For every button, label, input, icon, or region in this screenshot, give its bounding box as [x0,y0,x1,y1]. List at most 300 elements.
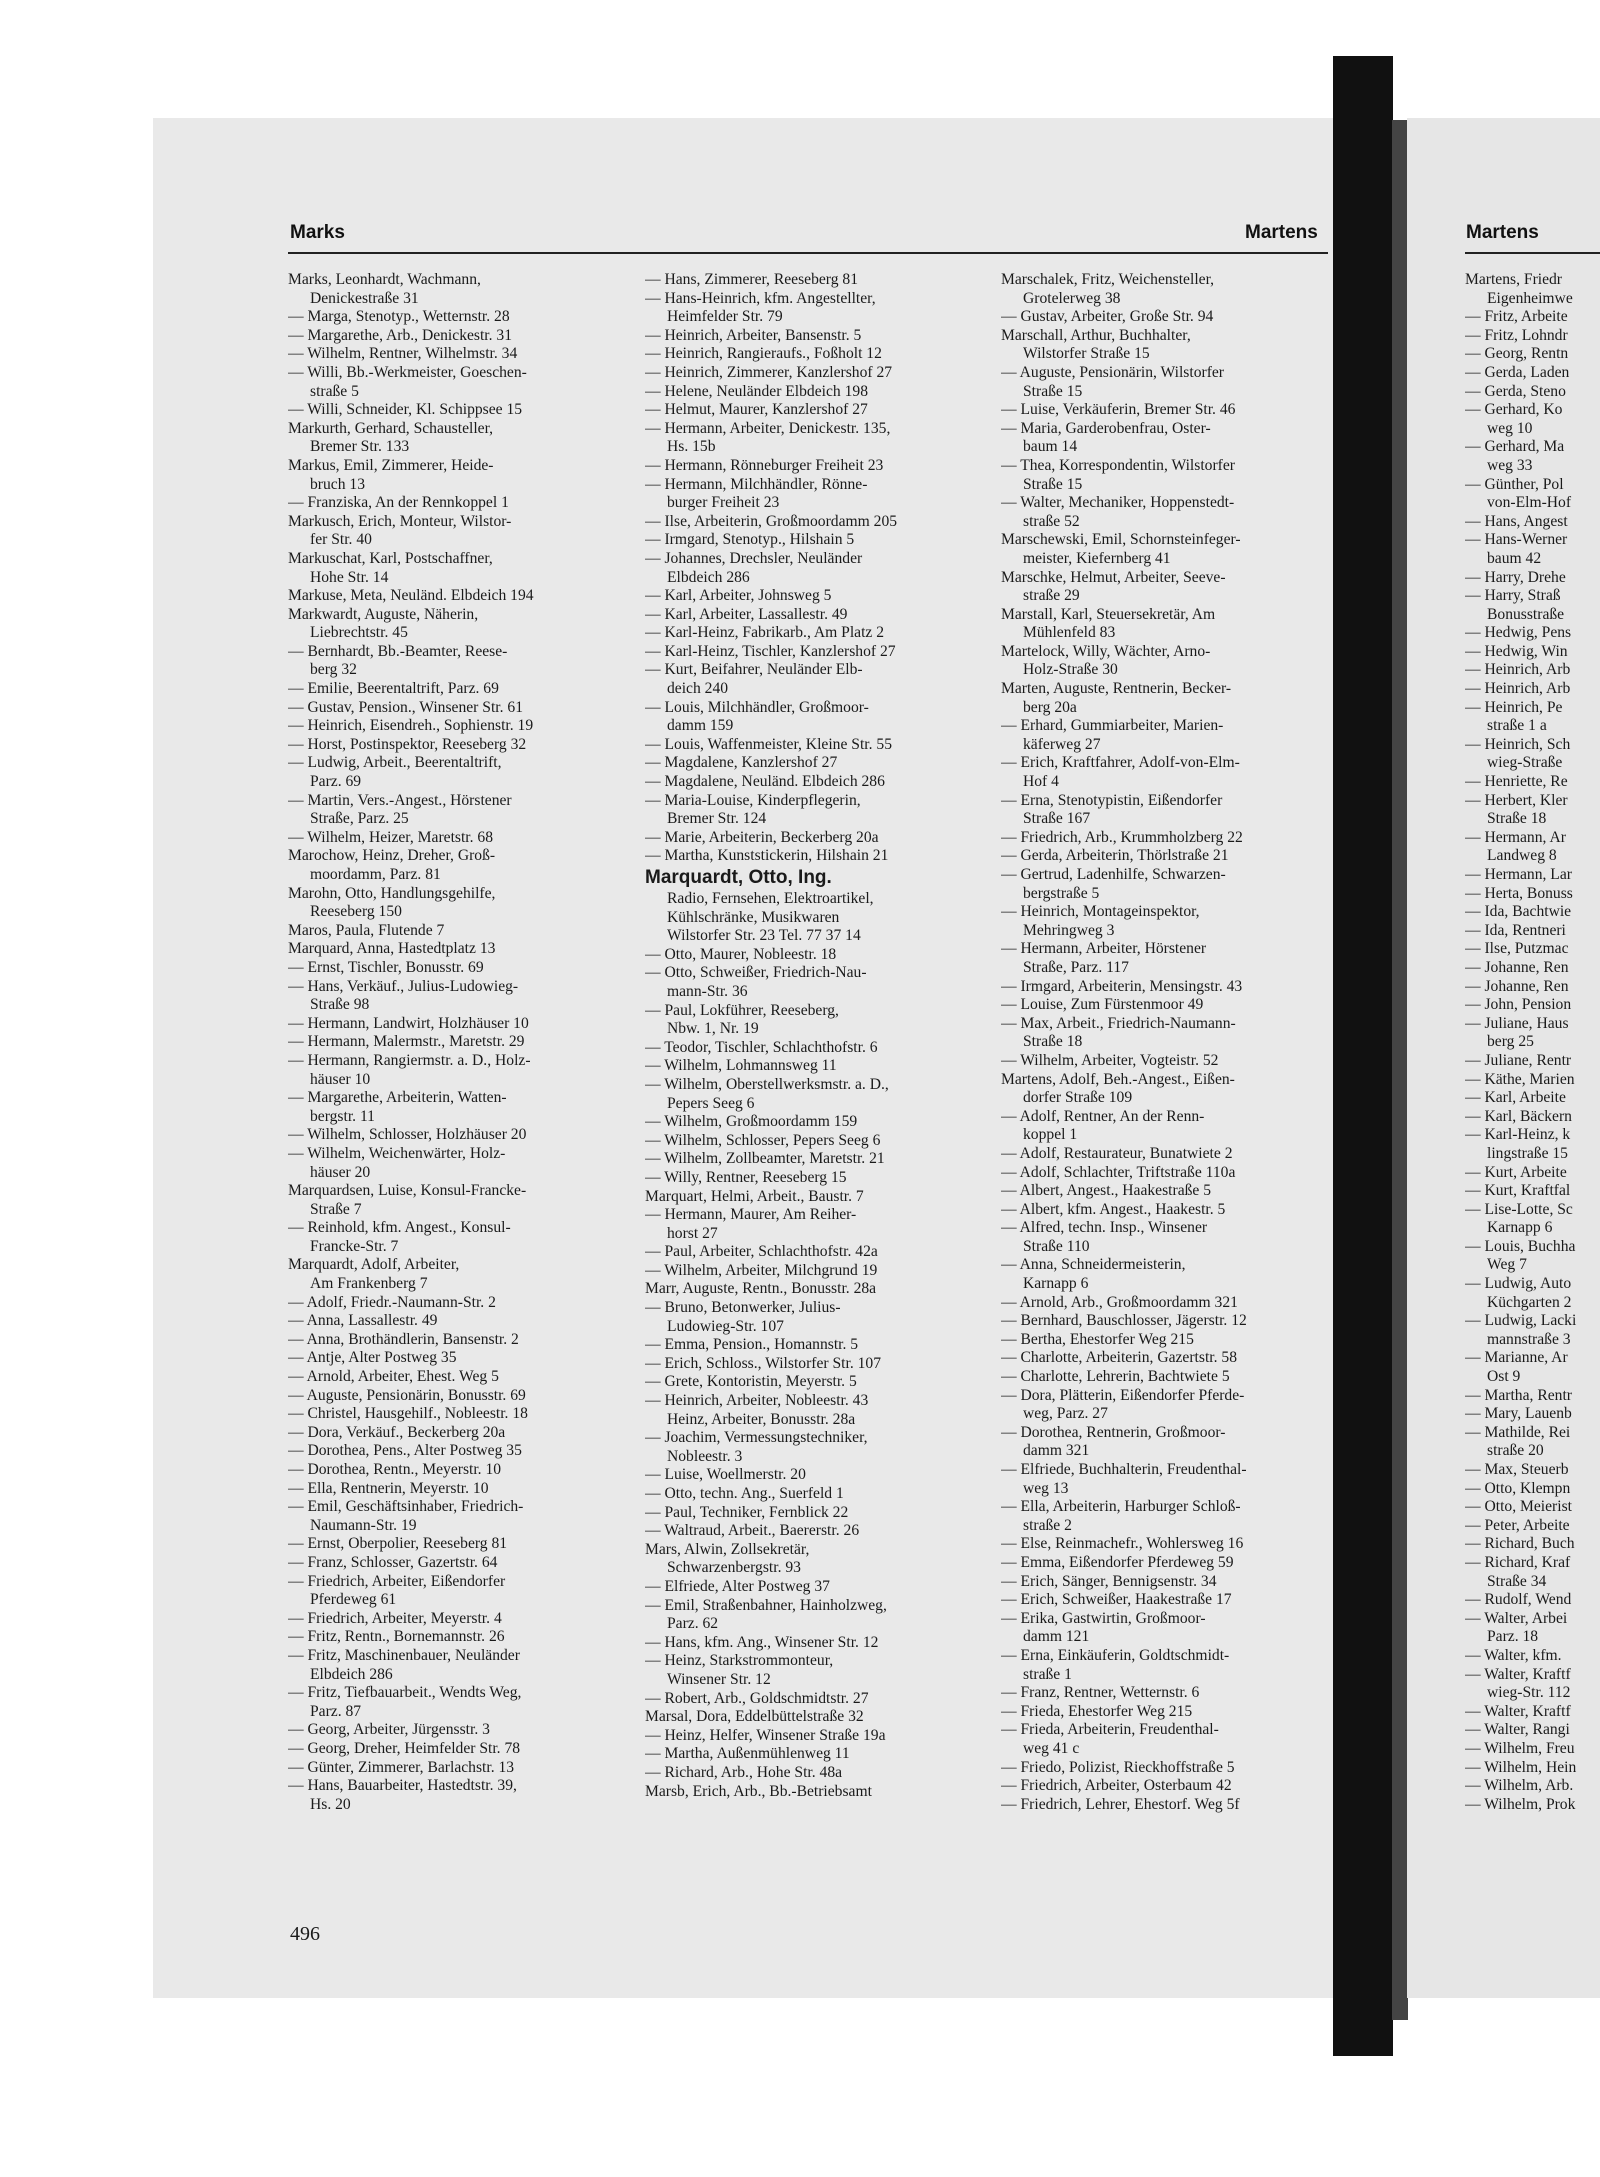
directory-entry: — Harry, Straß [1465,587,1561,605]
directory-entry: — Dora, Verkäuf., Beckerberg 20a [288,1423,506,1441]
directory-entry: Maros, Paula, Flutende 7 [288,921,445,939]
directory-entry: — Louis, Milchhändler, Großmoor- [645,698,869,716]
directory-entry: — Kurt, Kraftfal [1465,1182,1571,1200]
directory-entry-continuation: Straße 18 [1023,1033,1083,1051]
directory-entry-continuation: Straße 34 [1487,1572,1547,1590]
directory-entry: — Hans, kfm. Ang., Winsener Str. 12 [645,1633,879,1651]
directory-entry: — Käthe, Marien [1465,1070,1575,1088]
directory-entry: — Elfriede, Buchhalterin, Freudenthal- [1001,1461,1247,1478]
directory-entry-continuation: Straße 167 [1023,810,1091,828]
directory-entry: — Wilhelm, Arbeiter, Vogteistr. 52 [1001,1051,1219,1069]
directory-entry-continuation: horst 27 [667,1224,718,1242]
directory-entry-continuation: Liebrechtstr. 45 [310,624,408,642]
directory-entry: — Reinhold, kfm. Angest., Konsul- [288,1219,511,1237]
directory-entry: — Christel, Hausgehilf., Nobleestr. 18 [288,1405,528,1423]
directory-entry: — Else, Reinmachefr., Wohlersweg 16 [1001,1535,1244,1553]
directory-entry-continuation: koppel 1 [1023,1126,1078,1144]
directory-entry: — Martha, Rentr [1465,1386,1572,1404]
directory-entry: — Charlotte, Lehrerin, Bachtwiete 5 [1001,1368,1230,1386]
directory-entry: Marstall, Karl, Steuersekretär, Am [1001,605,1216,623]
directory-entry: — Emma, Pension., Homannstr. 5 [645,1336,859,1354]
directory-entry: — Adolf, Schlachter, Triftstraße 110a [1001,1163,1236,1181]
directory-entry: — Wilhelm, Prok [1465,1795,1576,1813]
directory-entry: — Hermann, Lar [1465,866,1572,883]
directory-entry-continuation: weg, Parz. 27 [1023,1405,1108,1423]
directory-entry: Marschewski, Emil, Schornsteinfeger- [1001,531,1241,549]
directory-entry: — Erich, Sänger, Bennigsenstr. 34 [1001,1572,1217,1590]
directory-entry: — Albert, kfm. Angest., Haakestr. 5 [1001,1200,1226,1218]
directory-entry: — Heinrich, Pe [1465,698,1563,716]
directory-entry-continuation: käferweg 27 [1023,735,1101,753]
directory-entry-continuation: Karnapp 6 [1487,1219,1553,1237]
directory-entry: — Friedo, Polizist, Rieckhoffstraße 5 [1001,1758,1235,1776]
directory-entry-continuation: baum 14 [1023,438,1078,456]
directory-entry-continuation: damm 121 [1023,1628,1090,1646]
directory-entry-continuation: Küchgarten 2 [1487,1293,1572,1311]
directory-entry-continuation: Francke-Str. 7 [310,1237,399,1255]
directory-entry-continuation: Parz. 87 [310,1702,362,1720]
directory-entry: — Ludwig, Lacki [1465,1312,1577,1330]
directory-entry: — Bernhardt, Bb.-Beamter, Reese- [288,642,508,660]
directory-entry: — Günther, Pol [1465,475,1564,493]
directory-entry: — Erna, Einkäuferin, Goldtschmidt- [1001,1646,1230,1664]
directory-entry: — Gustav, Pension., Winsener Str. 61 [288,698,524,716]
directory-entry: Marschalek, Fritz, Weichensteller, [1001,271,1215,288]
book-binding [1333,56,1393,2056]
directory-entry: — Friedrich, Arbeiter, Osterbaum 42 [1001,1777,1232,1795]
directory-entry-continuation: Straße 18 [1487,810,1547,828]
directory-entry-continuation: häuser 20 [310,1163,371,1181]
directory-entry: — Walter, kfm. [1465,1646,1562,1664]
directory-entry: — Hermann, Maurer, Am Reiher- [645,1206,857,1224]
directory-entry-continuation: Kühlschränke, Musikwaren [667,908,840,926]
directory-entry: — Hans, Angest [1465,512,1568,530]
directory-entry: — Wilhelm, Arbeiter, Milchgrund 19 [645,1261,878,1279]
directory-entry: — Margarethe, Arbeiterin, Watten- [288,1089,507,1107]
directory-entry: — Hermann, Rangiermstr. a. D., Holz- [288,1051,531,1069]
directory-entry: — Gerda, Laden [1465,363,1570,381]
directory-entry: — Johanne, Ren [1465,977,1569,995]
directory-entry: — Dorothea, Pens., Alter Postweg 35 [288,1442,522,1460]
directory-entry: — Arnold, Arbeiter, Ehest. Weg 5 [288,1368,499,1386]
directory-entry: — Fritz, Rentn., Bornemannstr. 26 [288,1628,505,1646]
directory-entry: Marks, Leonhardt, Wachmann, [288,271,481,288]
directory-entry-continuation: Radio, Fernsehen, Elektroartikel, [667,890,874,907]
directory-entry: — Helmut, Maurer, Kanzlershof 27 [645,401,868,419]
directory-entry: — Auguste, Pensionärin, Wilstorfer [1001,363,1225,381]
directory-entry: Marohn, Otto, Handlungsgehilfe, [288,884,496,902]
directory-entry-continuation: Pferdeweg 61 [310,1591,397,1609]
directory-entry: — Frieda, Ehestorfer Weg 215 [1001,1702,1193,1720]
directory-entry: — Irmgard, Arbeiterin, Mensingstr. 43 [1001,977,1243,995]
directory-entry-continuation: Parz. 69 [310,773,362,791]
directory-entry: — Paul, Techniker, Fernblick 22 [645,1503,849,1521]
directory-entry: — Elfriede, Alter Postweg 37 [645,1577,830,1595]
book-gutter [1392,120,1408,2020]
directory-entry: — Grete, Kontoristin, Meyerstr. 5 [645,1373,857,1391]
directory-entry: — Georg, Rentn [1465,345,1569,363]
header-rule [288,252,1328,254]
directory-entry-continuation: Hs. 15b [667,438,716,456]
directory-entry-continuation: straße 52 [1023,512,1080,530]
directory-entry: — Kurt, Arbeite [1465,1163,1567,1181]
directory-entry: Markuse, Meta, Neuländ. Elbdeich 194 [288,587,534,605]
directory-entry: — Georg, Dreher, Heimfelder Str. 78 [288,1739,521,1757]
directory-entry: — Rudolf, Wend [1465,1591,1572,1609]
directory-entry: — Ernst, Tischler, Bonusstr. 69 [288,958,484,976]
directory-entry-continuation: Parz. 62 [667,1615,719,1633]
directory-entry: — Auguste, Pensionärin, Bonusstr. 69 [288,1386,526,1404]
directory-entry-continuation: straße 29 [1023,587,1080,605]
directory-entry: — Fritz, Maschinenbauer, Neuländer [288,1646,520,1664]
directory-entry: — Anna, Brothändlerin, Bansenstr. 2 [288,1330,519,1348]
directory-entry: — Albert, Angest., Haakestraße 5 [1001,1182,1212,1200]
directory-entry: — Johannes, Drechsler, Neuländer [645,549,863,567]
directory-entry-continuation: wieg-Straße [1487,754,1563,772]
directory-entry: — Erhard, Gummiarbeiter, Marien- [1001,717,1224,735]
directory-entry: — Heinrich, Arb [1465,661,1571,679]
directory-entry-continuation: Heinz, Arbeiter, Bonusstr. 28a [667,1410,856,1428]
directory-entry: — Emil, Straßenbahner, Hainholzweg, [645,1596,887,1614]
directory-entry: — Heinz, Helfer, Winsener Straße 19a [645,1726,886,1744]
directory-entry: — Erika, Gastwirtin, Großmoor- [1001,1609,1206,1627]
directory-entry-continuation: Weg 7 [1487,1256,1527,1274]
directory-entry-continuation: deich 240 [667,680,729,698]
directory-entry: — Karl, Bäckern [1465,1107,1572,1125]
directory-entry-continuation: burger Freiheit 23 [667,494,780,512]
directory-entry: — Hermann, Malermstr., Maretstr. 29 [288,1033,525,1051]
directory-entry-continuation: straße 1 a [1487,717,1547,735]
directory-entry: Marquart, Helmi, Arbeit., Baustr. 7 [645,1187,864,1205]
directory-entry-continuation: Karnapp 6 [1023,1275,1089,1293]
directory-entry: — Martha, Kunststickerin, Hilshain 21 [645,847,889,865]
directory-entry-continuation: Am Frankenberg 7 [310,1275,428,1293]
directory-entry: — Willy, Rentner, Reeseberg 15 [645,1168,847,1186]
directory-entry-continuation: Wilstorfer Str. 23 Tel. 77 37 14 [667,927,861,945]
directory-entry: — Ida, Bachtwie [1465,903,1572,921]
directory-entry-continuation: Hs. 20 [310,1795,351,1813]
directory-entry-continuation: straße 1 [1023,1665,1072,1683]
directory-entry-continuation: Winsener Str. 12 [667,1670,771,1688]
directory-entry: — Otto, Maurer, Nobleestr. 18 [645,945,837,963]
directory-entry-continuation: mann-Str. 36 [667,982,748,1000]
directory-entry-continuation: Straße 15 [1023,475,1083,493]
directory-entry-continuation: Schwarzenbergstr. 93 [667,1559,801,1577]
directory-entry-continuation: straße 5 [310,382,359,400]
directory-entry: — Anna, Lassallestr. 49 [288,1312,438,1330]
directory-entry-continuation: Hof 4 [1023,773,1059,791]
directory-entry-continuation: berg 20a [1023,698,1077,716]
directory-entry: Marquard, Anna, Hastedtplatz 13 [288,940,496,958]
directory-entry: Markusch, Erich, Monteur, Wilstor- [288,512,512,530]
directory-entry: — Wilhelm, Schlosser, Pepers Seeg 6 [645,1131,881,1149]
directory-entry: — Hermann, Rönneburger Freiheit 23 [645,456,884,474]
directory-entry-continuation: Mühlenfeld 83 [1023,624,1116,642]
directory-entry: — Mathilde, Rei [1465,1423,1571,1441]
directory-entry: — Maria-Louise, Kinderpflegerin, [645,791,861,809]
directory-entry: — Horst, Postinspektor, Reeseberg 32 [288,735,527,753]
directory-entry: — Gerhard, Ko [1465,401,1563,419]
directory-entry-continuation: Wilstorfer Straße 15 [1023,345,1150,363]
directory-entry: — Hermann, Arbeiter, Denickestr. 135, [645,419,891,437]
directory-entry: — Fritz, Lohndr [1465,326,1568,344]
directory-entry: — Hedwig, Pens [1465,624,1572,642]
directory-entry: — Emil, Geschäftsinhaber, Friedrich- [288,1498,524,1516]
directory-entry: — Joachim, Vermessungstechniker, [645,1429,868,1447]
directory-entry: — Friedrich, Arbeiter, Meyerstr. 4 [288,1609,502,1627]
directory-entry: — Ella, Arbeiterin, Harburger Schloß- [1001,1498,1241,1516]
directory-entry: Markus, Emil, Zimmerer, Heide- [288,456,494,474]
directory-entry-continuation: Ludowieg-Str. 107 [667,1317,784,1335]
directory-entry: Martens, Adolf, Beh.-Angest., Eißen- [1001,1070,1235,1088]
directory-entry-continuation: häuser 10 [310,1070,371,1088]
directory-entry-continuation: Bonusstraße [1487,605,1565,623]
directory-entry: — Herta, Bonuss [1465,884,1573,902]
directory-entry: — Emma, Eißendorfer Pferdeweg 59 [1001,1553,1234,1571]
directory-entry: — Maria, Garderobenfrau, Oster- [1001,419,1211,437]
directory-entry: — Max, Steuerb [1465,1461,1569,1478]
directory-entry: — Wilhelm, Lohmannsweg 11 [645,1057,837,1075]
directory-column-1 [288,271,616,1814]
directory-entry: — Wilhelm, Weichenwärter, Holz- [288,1144,506,1162]
directory-entry: — Otto, techn. Ang., Suerfeld 1 [645,1485,844,1502]
directory-entry-continuation: Nbw. 1, Nr. 19 [667,1020,759,1038]
directory-entry-continuation: von-Elm-Hof [1487,494,1572,512]
page-number: 496 [290,1923,320,1945]
directory-entry: — Günter, Zimmerer, Barlachstr. 13 [288,1758,515,1776]
directory-entry: — Louis, Buchha [1465,1237,1576,1255]
directory-entry: — Ilse, Arbeiterin, Großmoordamm 205 [645,512,898,530]
directory-entry-continuation: weg 33 [1487,456,1533,474]
directory-entry: — Henriette, Re [1465,773,1568,791]
directory-entry: — Thea, Korrespondentin, Wilstorfer [1001,456,1235,474]
directory-entry: — Magdalene, Kanzlershof 27 [645,754,838,772]
directory-entry: — Adolf, Restaurateur, Bunatwiete 2 [1001,1144,1233,1162]
directory-entry: — Fritz, Tiefbauarbeit., Wendts Weg, [288,1684,522,1702]
directory-entry: — Wilhelm, Großmoordamm 159 [645,1113,858,1131]
directory-entry: — Heinrich, Sch [1465,735,1571,753]
directory-entry: — Friedrich, Arb., Krummholzberg 22 [1001,828,1243,846]
directory-entry: — Karl, Arbeite [1465,1089,1566,1107]
directory-entry: — Dorothea, Rentnerin, Großmoor- [1001,1423,1226,1441]
directory-entry: — Gerhard, Ma [1465,438,1565,456]
running-head-right: Martens [1245,222,1318,243]
directory-entry: — Antje, Alter Postweg 35 [288,1349,457,1367]
directory-entry: — Heinrich, Arbeiter, Nobleestr. 43 [645,1392,869,1410]
directory-entry: — Ida, Rentneri [1465,921,1566,939]
directory-entry-continuation: bruch 13 [310,475,365,493]
directory-column-3 [1001,271,1331,1814]
directory-entry-continuation: Naumann-Str. 19 [310,1516,417,1534]
directory-entry: — Willi, Bb.-Werkmeister, Goeschen- [288,363,527,381]
directory-entry-continuation: berg 25 [1487,1033,1534,1051]
directory-entry: — Wilhelm, Rentner, Wilhelmstr. 34 [288,345,518,363]
directory-entry: — Hans-Werner [1465,531,1568,549]
directory-entry-continuation: weg 13 [1023,1479,1069,1497]
directory-entry: — Hans, Zimmerer, Reeseberg 81 [645,271,859,288]
directory-entry: — Johanne, Ren [1465,958,1569,976]
directory-entry: — Robert, Arb., Goldschmidtstr. 27 [645,1689,869,1707]
next-page-header-rule [1465,252,1600,254]
directory-entry: — Ilse, Putzmac [1465,940,1569,958]
directory-entry: — Charlotte, Arbeiterin, Gazertstr. 58 [1001,1349,1238,1367]
directory-entry: — Karl-Heinz, Fabrikarb., Am Platz 2 [645,624,885,642]
next-page-column-1 [1465,271,1600,1814]
directory-entry: — Heinrich, Zimmerer, Kanzlershof 27 [645,363,893,381]
directory-entry: — Franz, Schlosser, Gazertstr. 64 [288,1553,498,1571]
directory-entry-continuation: mannstraße 3 [1487,1330,1571,1348]
directory-entry: — Richard, Buch [1465,1535,1575,1553]
directory-entry: Marquardt, Adolf, Arbeiter, [288,1256,460,1274]
directory-entry: — Richard, Kraf [1465,1553,1571,1571]
directory-entry-continuation: Straße, Parz. 25 [310,810,409,828]
directory-entry-continuation: baum 42 [1487,549,1542,567]
directory-entry: — Martha, Außenmühlenweg 11 [645,1745,850,1763]
directory-entry: — Erich, Schloss., Wilstorfer Str. 107 [645,1354,882,1372]
directory-entry: — Walter, Kraftf [1465,1665,1571,1683]
directory-entry-continuation: Parz. 18 [1487,1628,1539,1646]
directory-entry: — Gertrud, Ladenhilfe, Schwarzen- [1001,866,1226,883]
directory-entry: — Wilhelm, Schlosser, Holzhäuser 20 [288,1126,527,1144]
directory-entry-continuation: Eigenheimwe [1487,289,1573,307]
directory-entry: — Georg, Arbeiter, Jürgensstr. 3 [288,1721,490,1739]
directory-entry: Marten, Auguste, Rentnerin, Becker- [1001,680,1232,698]
directory-entry: — Heinrich, Rangieraufs., Foßholt 12 [645,345,882,363]
directory-entry-continuation: Straße 15 [1023,382,1083,400]
directory-entry: — Franziska, An der Rennkoppel 1 [288,494,509,512]
directory-entry: — Bruno, Betonwerker, Julius- [645,1299,841,1317]
directory-entry: — Max, Arbeit., Friedrich-Naumann- [1001,1014,1236,1032]
directory-entry: — Harry, Drehe [1465,568,1566,586]
directory-entry: — Marianne, Ar [1465,1349,1568,1367]
directory-entry: Markurth, Gerhard, Schausteller, [288,419,494,437]
directory-entry: Marr, Auguste, Rentn., Bonusstr. 28a [645,1280,877,1298]
directory-entry: — Helene, Neuländer Elbdeich 198 [645,382,868,400]
directory-entry: — Magdalene, Neuländ. Elbdeich 286 [645,773,885,791]
directory-entry: — Hermann, Milchhändler, Rönne- [645,475,868,493]
directory-entry: — Otto, Klempn [1465,1479,1571,1497]
running-head-left: Marks [290,222,345,243]
directory-entry: — Paul, Lokführer, Reeseberg, [645,1001,839,1019]
directory-entry: — Juliane, Rentr [1465,1051,1572,1069]
directory-entry-continuation: Bremer Str. 133 [310,438,410,456]
directory-entry: — Bernhard, Bauschlosser, Jägerstr. 12 [1001,1312,1247,1330]
directory-entry: — Waltraud, Arbeit., Baererstr. 26 [645,1522,860,1540]
directory-entry: — Lise-Lotte, Sc [1465,1200,1573,1218]
directory-entry-continuation: moordamm, Parz. 81 [310,866,441,883]
directory-entry-continuation: berg 32 [310,661,357,679]
directory-entry: — Franz, Rentner, Wetternstr. 6 [1001,1684,1200,1702]
directory-entry-continuation: bergstr. 11 [310,1107,375,1125]
directory-entry: — Walter, Kraftf [1465,1702,1571,1720]
directory-entry-continuation: Heimfelder Str. 79 [667,308,783,326]
directory-entry: — Friedrich, Arbeiter, Eißendorfer [288,1572,506,1590]
directory-entry: Marsal, Dora, Eddelbüttelstraße 32 [645,1708,864,1726]
directory-entry: — Ludwig, Auto [1465,1275,1572,1293]
directory-entry: — Peter, Arbeite [1465,1516,1570,1534]
directory-entry: — Frieda, Arbeiterin, Freudenthal- [1001,1721,1219,1739]
directory-entry-continuation: damm 321 [1023,1442,1090,1460]
directory-entry-continuation: weg 10 [1487,419,1533,437]
directory-entry: — Ella, Rentnerin, Meyerstr. 10 [288,1479,489,1497]
directory-entry-continuation: bergstraße 5 [1023,884,1100,902]
directory-entry: Marschall, Arthur, Buchhalter, [1001,326,1191,344]
directory-entry-continuation: Nobleestr. 3 [667,1447,743,1465]
directory-column-2 [645,271,985,1801]
directory-entry: — Karl-Heinz, k [1465,1126,1571,1144]
directory-entry: — Heinrich, Arbeiter, Bansenstr. 5 [645,326,862,344]
directory-entry-continuation: Ost 9 [1487,1368,1521,1386]
directory-entry: — Kurt, Beifahrer, Neuländer Elb- [645,661,863,679]
directory-entry: — Mary, Lauenb [1465,1405,1572,1423]
directory-entry: — Adolf, Friedr.-Naumann-Str. 2 [288,1293,496,1311]
directory-entry: — Friedrich, Lehrer, Ehestorf. Weg 5f [1001,1795,1240,1813]
directory-entry: Marochow, Heinz, Dreher, Groß- [288,847,496,865]
directory-entry-continuation: straße 2 [1023,1516,1072,1534]
directory-entry-continuation: Landweg 8 [1487,847,1557,865]
directory-entry: Mars, Alwin, Zollsekretär, [645,1540,810,1558]
directory-entry-continuation: Mehringweg 3 [1023,921,1115,939]
directory-entry: — Emilie, Beerentaltrift, Parz. 69 [288,680,499,698]
directory-entry-continuation: wieg-Str. 112 [1487,1684,1571,1702]
directory-entry-continuation: Grotelerweg 38 [1023,289,1121,307]
directory-entry: — Juliane, Haus [1465,1014,1569,1032]
directory-entry: — Otto, Meierist [1465,1498,1572,1516]
directory-entry: — Herbert, Kler [1465,791,1568,809]
directory-entry-continuation: Holz-Straße 30 [1023,661,1118,679]
directory-entry-continuation: Straße 7 [310,1200,362,1218]
directory-entry: — Dorothea, Rentn., Meyerstr. 10 [288,1461,502,1478]
directory-entry: — Wilhelm, Freu [1465,1739,1575,1757]
directory-entry: — Otto, Schweißer, Friedrich-Nau- [645,964,867,982]
directory-entry: — Hermann, Ar [1465,828,1566,846]
directory-entry: — Martin, Vers.-Angest., Hörstener [288,791,512,809]
directory-entry: — Walter, Arbei [1465,1609,1568,1627]
directory-entry: — Heinrich, Eisendreh., Sophienstr. 19 [288,717,534,735]
directory-entry: — Irmgard, Stenotyp., Hilshain 5 [645,531,855,549]
directory-entry: — Bertha, Ehestorfer Weg 215 [1001,1330,1194,1348]
directory-entry-continuation: damm 159 [667,717,734,735]
next-page-running-head: Martens [1466,222,1539,243]
directory-entry: — Arnold, Arb., Großmoordamm 321 [1001,1293,1238,1311]
directory-entry: — Ernst, Oberpolier, Reeseberg 81 [288,1535,508,1553]
directory-entry: — Walter, Rangi [1465,1721,1570,1739]
directory-entry: — Hans, Bauarbeiter, Hastedtstr. 39, [288,1777,517,1795]
directory-entry-continuation: weg 41 c [1023,1739,1080,1757]
directory-entry-continuation: lingstraße 15 [1487,1144,1568,1162]
directory-entry: — Luise, Woellmerstr. 20 [645,1466,806,1484]
directory-entry: — Wilhelm, Oberstellwerksmstr. a. D., [645,1075,889,1093]
directory-entry: — Paul, Arbeiter, Schlachthofstr. 42a [645,1243,878,1261]
directory-entry-continuation: meister, Kiefernberg 41 [1023,549,1171,567]
directory-entry: — Louise, Zum Fürstenmoor 49 [1001,996,1204,1014]
directory-entry-continuation: Reeseberg 150 [310,903,402,921]
directory-entry-continuation: Elbdeich 286 [667,568,750,586]
directory-entry: Martens, Friedr [1465,271,1563,288]
directory-entry: Markuschat, Karl, Postschaffner, [288,549,493,567]
directory-entry-continuation: straße 20 [1487,1442,1544,1460]
directory-entry-continuation: Bremer Str. 124 [667,810,767,828]
directory-entry: — Heinrich, Montageinspektor, [1001,903,1200,921]
directory-entry-continuation: Straße 98 [310,996,370,1014]
directory-entry: — Hedwig, Win [1465,642,1568,660]
directory-entry: — Karl-Heinz, Tischler, Kanzlershof 27 [645,642,896,660]
directory-entry: Marquardsen, Luise, Konsul-Francke- [288,1182,527,1200]
directory-entry: — Hans, Verkäuf., Julius-Ludowieg- [288,977,519,995]
directory-entry: — Wilhelm, Hein [1465,1758,1577,1776]
directory-entry: Markwardt, Auguste, Näherin, [288,605,479,623]
directory-entry: — Wilhelm, Arb. [1465,1777,1574,1795]
